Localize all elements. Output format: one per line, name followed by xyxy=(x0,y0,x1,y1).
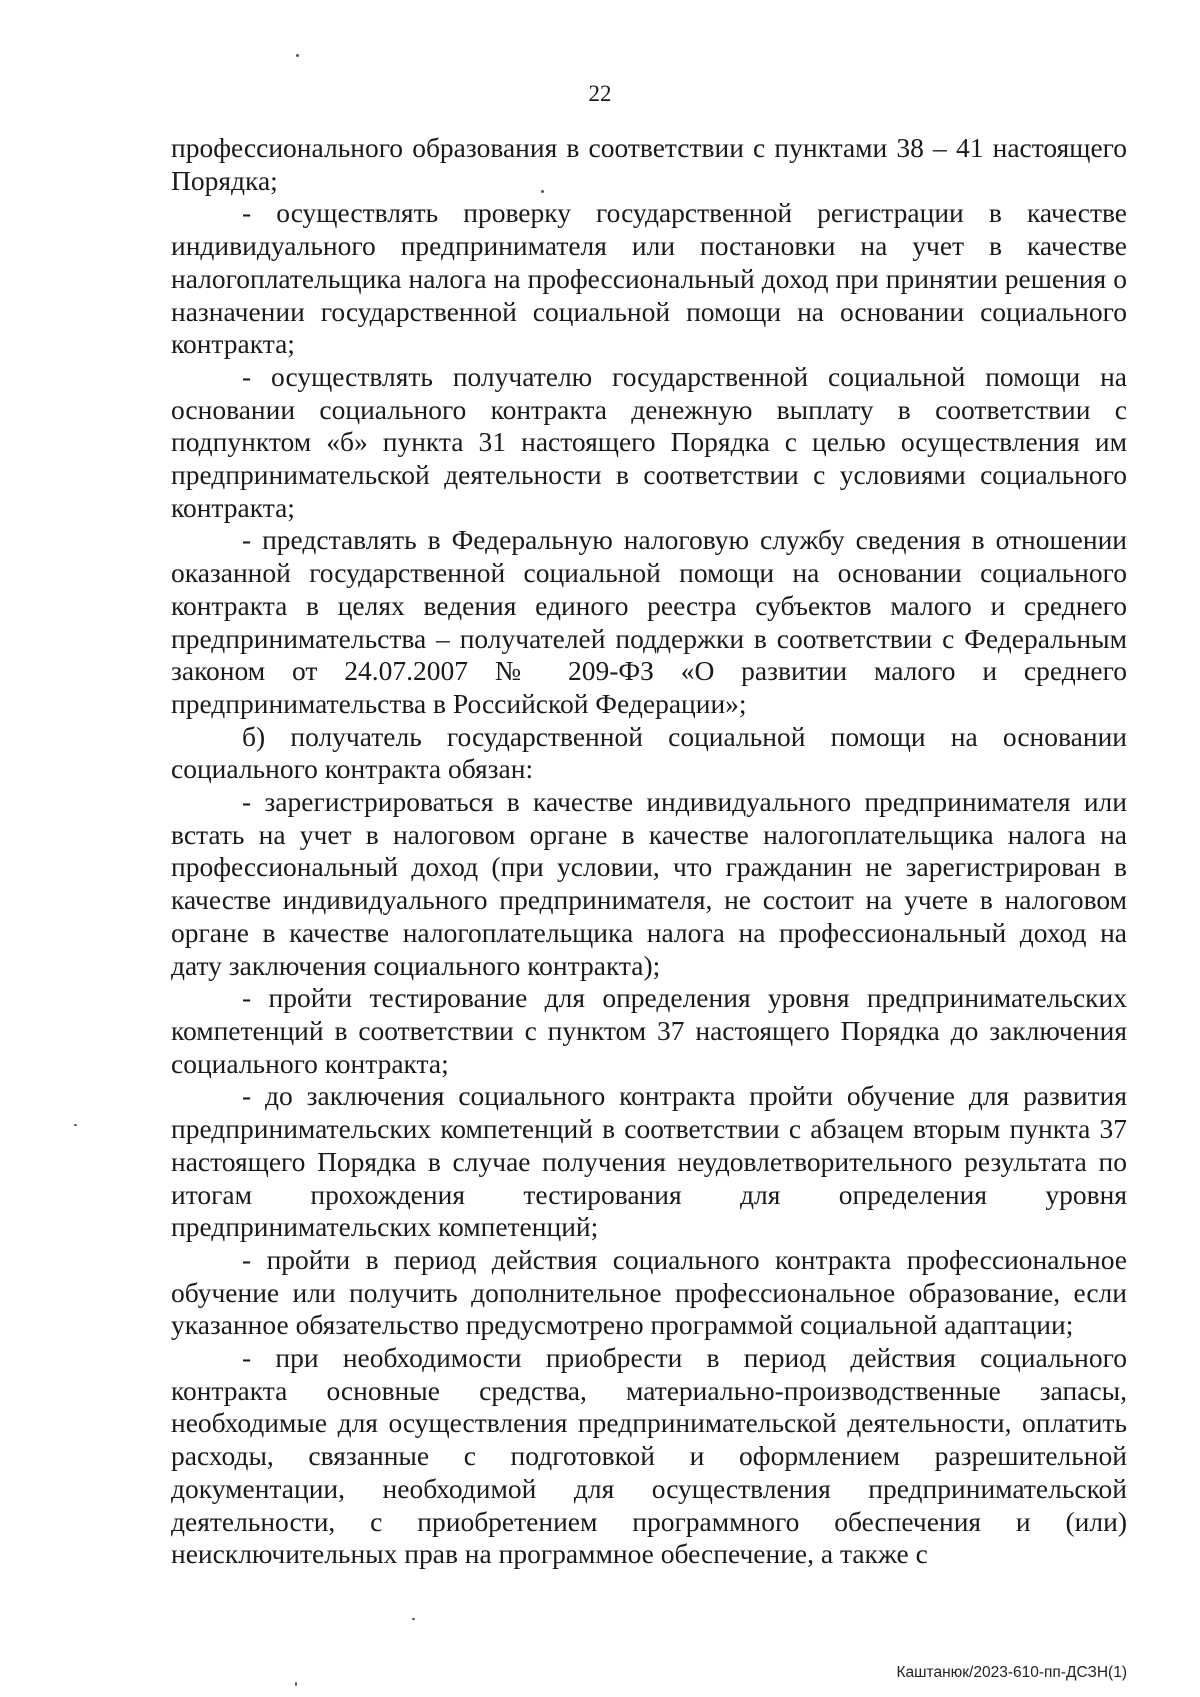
paragraph-competence-testing: - пройти тестирование для определения уровня предпринимательских компетенций в соответствии с пунктом 37 настоящего Порядка до заключения социального контракта; xyxy=(171,982,1127,1079)
paragraph-acquire-assets: - при необходимости приобрести в период действия социального контракта основные средства, материально-производственные запасы, необходимые для осуществления предпринимательской деятельности, оплатить расходы, связанные с подготовкой и оформлением разрешительной документации, необходимой для осуществления предпринимательской деятельности, с приобретением программного обеспечения и (или) неисключительных прав на программное обеспечение, а также с xyxy=(171,1342,1127,1570)
paragraph-registration-check: - осуществлять проверку государственной регистрации в качестве индивидуального предпринимателя или постановки на учет в качестве налогоплательщика налога на профессиональный доход при принятии решения о назначении государственной социальной помощи на основании социального контракта; xyxy=(171,197,1127,360)
document-body xyxy=(171,132,1127,1571)
paragraph-register-entrepreneur: - зарегистрироваться в качестве индивидуального предпринимателя или встать на учет в налоговом органе в качестве налогоплательщика налога на профессиональный доход (при условии, что гражданин не зарегистрирован в качестве индивидуального предпринимателя, не состоит на учете в налоговом органе в качестве налогоплательщика налога на профессиональный доход на дату заключения социального контракта); xyxy=(171,786,1127,981)
page-number: 22 xyxy=(588,81,612,106)
paragraph-tax-service-reporting: - представлять в Федеральную налоговую службу сведения в отношении оказанной государственной социальной помощи на основании социального контракта в целях ведения единого реестра субъектов малого и среднего предпринимательства – получателей поддержки в соответствии с Федеральным законом от 24.07.2007 № 209-ФЗ «О развитии малого и среднего предпринимательства в Российской Федерации»; xyxy=(171,524,1127,719)
scan-speck xyxy=(296,54,299,57)
scan-speck xyxy=(541,190,544,193)
paragraph-recipient-obligations: б) получатель государственной социальной помощи на основании социального контракта обязан: xyxy=(171,720,1127,785)
document-code: Каштанюк/2023-610-пп-ДСЗН(1) xyxy=(896,1664,1127,1681)
paragraph-continuation: профессионального образования в соответствии с пунктами 38 – 41 настоящего Порядка; xyxy=(171,132,1127,196)
paragraph-professional-education: - пройти в период действия социального контракта профессиональное обучение или получить дополнительное профессиональное образование, если указанное обязательство предусмотрено программой социальной адаптации; xyxy=(171,1243,1127,1341)
paragraph-training: - до заключения социального контракта пройти обучение для развития предпринимательских компетенций в соответствии с абзацем вторым пункта 37 настоящего Порядка в случае получения неудовлетворительного результата по итогам прохождения тестирования для определения уровня предпринимательских компетенций; xyxy=(171,1080,1127,1243)
paragraph-cash-payment: - осуществлять получателю государственной социальной помощи на основании социального контракта денежную выплату в соответствии с подпунктом «б» пункта 31 настоящего Порядка с целью осуществления им предпринимательской деятельности в соответствии с условиями социального контракта; xyxy=(171,360,1127,523)
scan-speck xyxy=(295,1682,297,1686)
scan-speck xyxy=(412,1618,415,1620)
scan-speck xyxy=(74,1124,77,1126)
